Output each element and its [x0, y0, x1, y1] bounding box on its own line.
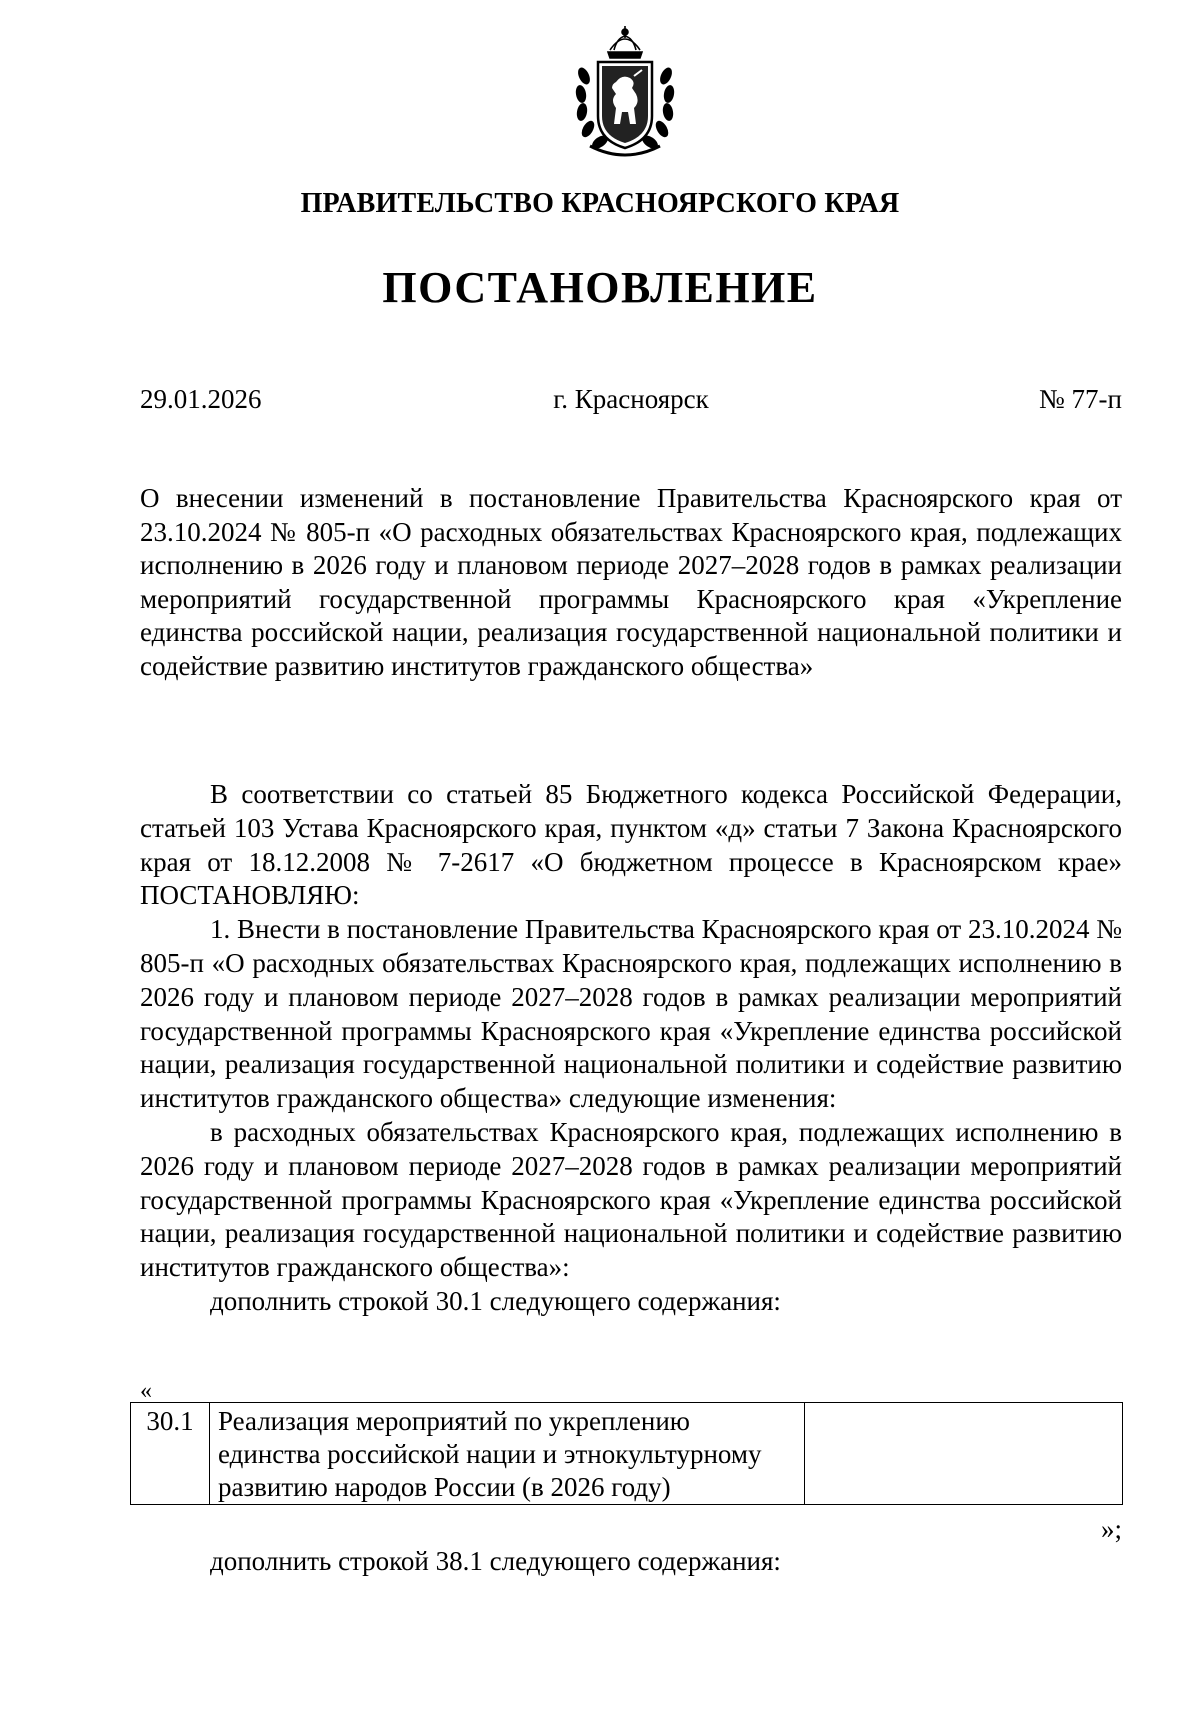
- document-city: г. Красноярск: [553, 384, 709, 414]
- document-subject: О внесении изменений в постановление Правительства Красноярского края от 23.10.2024 № 805-п «О расходных обязательствах Красноярского края, подлежащих исполнению в 2026 году и плановом периоде 2027–2028 годов в рамках реализации мероприятий государственной программы Красноярского края «Укрепление единства российской нации, реализация государственной национальной политики и содействие развитию институтов гражданского общества»: [140, 483, 1122, 681]
- row-number-cell: 30.1: [131, 1403, 210, 1505]
- document-number: № 77-п: [1039, 384, 1122, 414]
- row-name-cell: Реализация мероприятий по укреплению единства российской нации и этнокультурному развитию народов России (в 2026 году): [210, 1403, 805, 1505]
- body-paragraph: 1. Внести в постановление Правительства Красноярского края от 23.10.2024 № 805-п «О расходных обязательствах Красноярского края, подлежащих исполнению в 2026 году и плановом периоде 2027–2028 годов в рамках реализации мероприятий государственной программы Красноярского края «Укрепление единства российской нации, реализация государственной национальной политики и содействие развитию институтов гражданского общества» следующие изменения:: [140, 914, 1122, 1114]
- document-meta: [140, 384, 1122, 420]
- table-row: [131, 1403, 1123, 1505]
- authority-name: ПРАВИТЕЛЬСТВО КРАСНОЯРСКОГО КРАЯ: [300, 188, 900, 219]
- document-date: 29.01.2026: [140, 384, 262, 414]
- document-body: [140, 778, 1122, 1319]
- inserted-row-table: [130, 1402, 1123, 1505]
- after-table-text: дополнить строкой 38.1 следующего содержания:: [210, 1546, 781, 1576]
- document-type: ПОСТАНОВЛЕНИЕ: [382, 263, 818, 312]
- row-value-cell: [805, 1403, 1123, 1505]
- body-paragraph: в расходных обязательствах Красноярского края, подлежащих исполнению в 2026 году и плановом периоде 2027–2028 годов в рамках реализации мероприятий государственной программы Красноярского края «Укрепление единства российской нации, реализация государственной национальной политики и содействие развитию институтов гражданского общества»:: [140, 1116, 1122, 1283]
- body-paragraph: дополнить строкой 30.1 следующего содержания:: [210, 1285, 781, 1316]
- table-close-quote: »;: [1100, 1514, 1122, 1544]
- body-paragraph: В соответствии со статьей 85 Бюджетного кодекса Российской Федерации, статьей 103 Устава Красноярского края, пунктом «д» статьи 7 Закона Красноярского края от 18.12.2008 № 7-2617 «О бюджетном процессе в Красноярском крае» ПОСТАНОВЛЯЮ:: [140, 779, 1122, 911]
- table-open-quote: «: [140, 1378, 152, 1404]
- coat-of-arms-icon: [570, 24, 680, 162]
